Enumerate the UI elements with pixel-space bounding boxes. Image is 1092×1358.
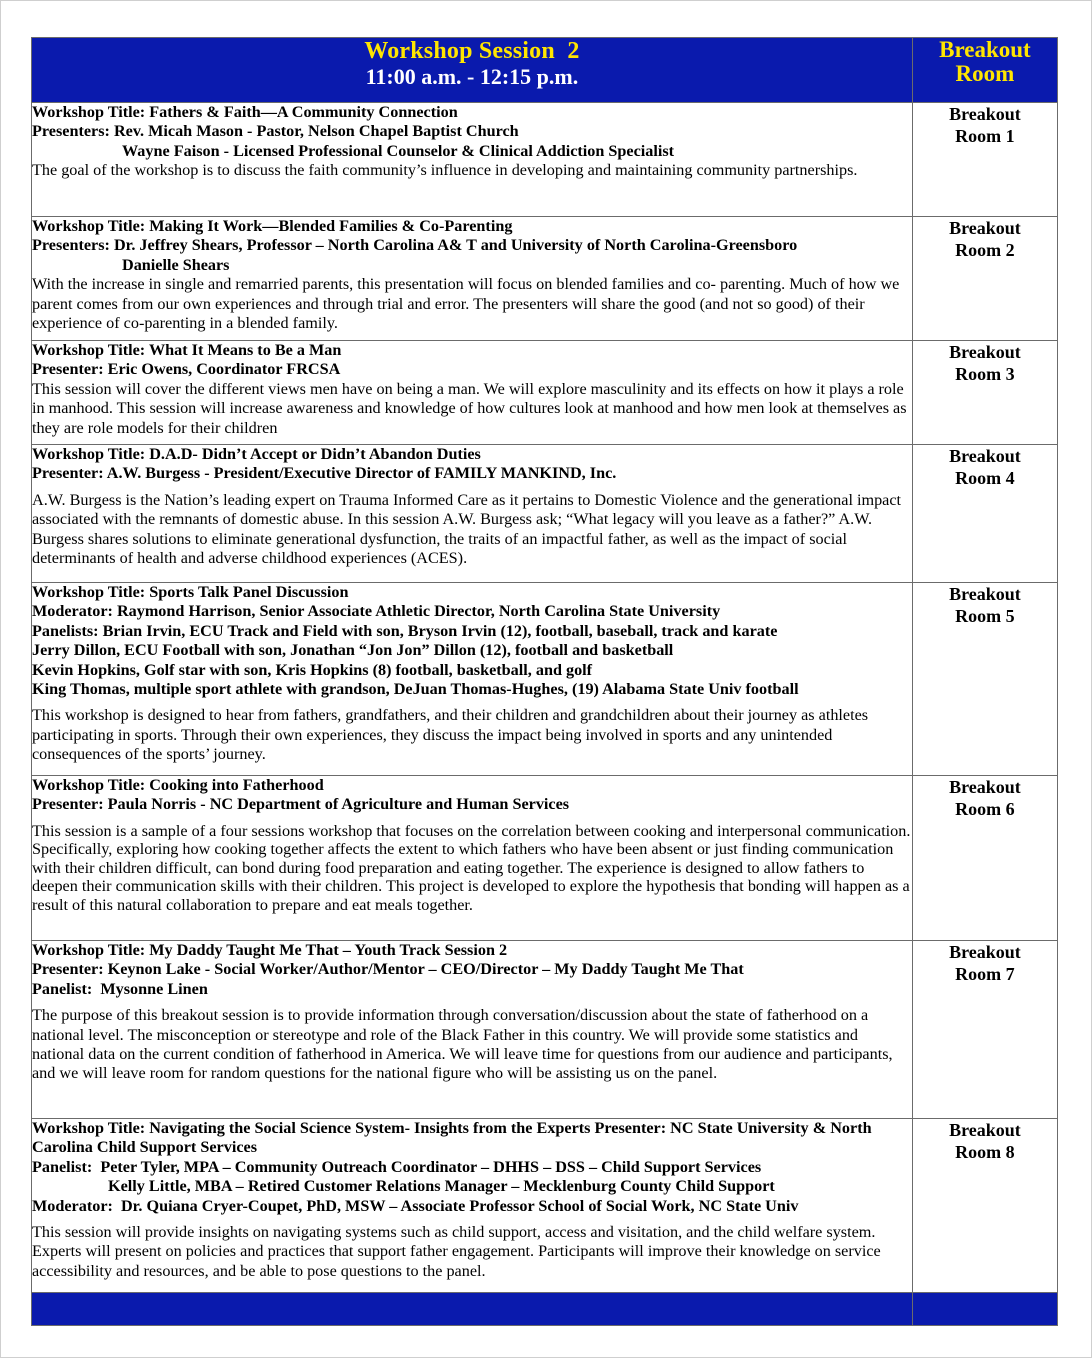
room-cell [912, 776, 1057, 941]
room-header-cell [912, 38, 1057, 103]
room-number: Room 6 [955, 799, 1015, 819]
presenter-line: Presenter: Eric Owens, Coordinator FRCSA [32, 360, 341, 379]
workshop-details [32, 103, 913, 217]
workshop-description: This session will cover the different views men have on being a man. We will explore masculinity and its effects on how it plays a role in manhood. This session will increase awareness and knowledge of how cultures look at manhood and how men look at themselves as they are role models for their children [32, 379, 907, 437]
room-column-title: Breakout Room [939, 37, 1031, 86]
table-footer-row [32, 1293, 1058, 1326]
session-title: Workshop Session 2 [364, 38, 580, 64]
workshop-title: Workshop Title: My Daddy Taught Me That – Youth Track Session 2 [32, 941, 508, 959]
workshop-row [32, 341, 1058, 445]
workshop-details [32, 583, 913, 776]
panelist-line: Panelists: Brian Irvin, ECU Track and Field with son, Bryson Irvin (12), football, baseball, track and karate [32, 621, 778, 640]
room-label: Breakout [949, 1120, 1021, 1140]
panelist-line: Jerry Dillon, ECU Football with son, Jonathan “Jon Jon” Dillon (12), football and basketball [32, 641, 674, 660]
panelist-line: King Thomas, multiple sport athlete with grandson, DeJuan Thomas-Hughes, (19) Alabama State Univ football [32, 680, 799, 699]
footer-bar-room [912, 1293, 1057, 1326]
workshop-description: The purpose of this breakout session is to provide information through conversation/discussion about the state of fatherhood on a national level. The misconception or stereotype and role of the Black Father in this country. We will provide some statistics and national data on the current condition of fatherhood in America. We will leave time for questions from our audience and participants, and we will leave room for random questions for the national figure who will be assisting us on the panel. [32, 1006, 893, 1083]
room-number: Room 4 [955, 468, 1015, 488]
room-label: Breakout [949, 777, 1021, 797]
workshop-row [32, 941, 1058, 1119]
workshop-title: Workshop Title: D.A.D- Didn’t Accept or Didn’t Abandon Duties [32, 445, 481, 463]
presenter-line: Presenter: A.W. Burgess - President/Executive Director of FAMILY MANKIND, Inc. [32, 464, 617, 483]
room-cell [912, 341, 1057, 445]
workshop-title: Workshop Title: Fathers & Faith—A Community Connection [32, 103, 458, 121]
room-number: Room 3 [955, 364, 1015, 384]
workshop-details [32, 217, 913, 341]
workshop-row [32, 445, 1058, 583]
room-label: Breakout [949, 584, 1021, 604]
room-cell [912, 583, 1057, 776]
room-number: Room 5 [955, 606, 1015, 626]
workshop-row [32, 103, 1058, 217]
table-header-row [32, 38, 1058, 103]
workshop-description: A.W. Burgess is the Nation’s leading expert on Trauma Informed Care as it pertains to Domestic Violence and the generational impact associated with the remnants of domestic abuse. In this session A.W. Burgess ask; “What legacy will you leave as a father?” A.W. Burgess shares solutions to eliminate generational dysfunction, the traits of an impactful father, as well as the impact of social determinants of health and adverse childhood experiences (ACES). [32, 490, 902, 568]
room-label: Breakout [949, 342, 1021, 362]
workshop-description: This session will provide insights on navigating systems such as child support, access and visitation, and the child welfare system. Experts will present on policies and practices that support father engagement. Participants will improve their knowledge on service accessibility and resources, and be able to pose questions to the panel. [32, 1223, 881, 1280]
panelist-line: Panelist: Mysonne Linen [32, 979, 208, 998]
workshop-title: Workshop Title: Cooking into Fatherhood [32, 776, 324, 794]
room-number: Room 7 [955, 964, 1015, 984]
workshop-details [32, 941, 913, 1119]
presenter-line: Presenters: Dr. Jeffrey Shears, Professor – North Carolina A& T and University of North Carolina-Greensboro [32, 236, 798, 255]
workshop-description: This session is a sample of a four sessions workshop that focuses on the correlation between cooking and interpersonal communication. Specifically, exploring how cooking together affects the extent to which fathers who have been absent or just finding communication with their children difficult, can bond during food preparation and eating together. The experience is designed to allow fathers to deepen their communication skills with their children. This project is developed to explore the hypothesis that bonding will happen as a result of this natural collaboration to prepare and eat meals together. [32, 821, 911, 914]
workshop-row [32, 776, 1058, 941]
room-label: Breakout [949, 446, 1021, 466]
presenter-line: Wayne Faison - Licensed Professional Counselor & Clinical Addiction Specialist [122, 141, 675, 160]
workshop-details [32, 445, 913, 583]
room-label: Breakout [949, 218, 1021, 238]
room-label: Breakout [949, 104, 1021, 124]
workshop-description: This workshop is designed to hear from fathers, grandfathers, and their children and grandchildren about their journey as athletes participating in sports. Through their own experiences, they discuss the impact being involved in sports and any unintended consequences of the sports’ journey. [32, 706, 869, 764]
session-time: 11:00 a.m. - 12:15 p.m. [365, 64, 579, 89]
workshop-details [32, 341, 913, 445]
presenter-line: Danielle Shears [122, 255, 230, 274]
workshop-description: The goal of the workshop is to discuss the faith community’s influence in developing and maintaining community partnerships. [32, 161, 858, 180]
workshop-description: With the increase in single and remarried parents, this presentation will focus on blended families and co- parenting. Much of how we parent comes from our own experiences and through trial and error. The presenters will share the good (and not so good) of their experience of co-parenting in a blended family. [32, 275, 900, 333]
room-cell [912, 1119, 1057, 1293]
workshop-details [32, 1119, 913, 1293]
presenter-line: Presenter: Paula Norris - NC Department of Agriculture and Human Services [32, 795, 570, 814]
moderator-line: Moderator: Dr. Quiana Cryer-Coupet, PhD, MSW – Associate Professor School of Social Work, NC State Univ [32, 1196, 799, 1215]
presenter-line: Presenters: Rev. Micah Mason - Pastor, Nelson Chapel Baptist Church [32, 122, 519, 141]
room-cell [912, 103, 1057, 217]
room-number: Room 1 [955, 126, 1015, 146]
workshop-title: Workshop Title: Sports Talk Panel Discussion [32, 583, 349, 601]
workshop-schedule-table [31, 37, 1058, 1326]
room-cell [912, 445, 1057, 583]
room-number: Room 2 [955, 240, 1015, 260]
workshop-details [32, 776, 913, 941]
workshop-title: Workshop Title: What It Means to Be a Man [32, 341, 342, 359]
room-cell [912, 217, 1057, 341]
workshop-row [32, 217, 1058, 341]
room-label: Breakout [949, 942, 1021, 962]
room-cell [912, 941, 1057, 1119]
room-number: Room 8 [955, 1142, 1015, 1162]
presenter-line: Presenter: Keynon Lake - Social Worker/Author/Mentor – CEO/Director – My Daddy Taught Me That [32, 960, 744, 979]
workshop-title: Workshop Title: Making It Work—Blended Families & Co-Parenting [32, 217, 513, 235]
footer-bar [32, 1293, 913, 1326]
workshop-row [32, 1119, 1058, 1293]
workshop-row [32, 583, 1058, 776]
panelist-line: Panelist: Peter Tyler, MPA – Community Outreach Coordinator – DHHS – DSS – Child Support Services [32, 1157, 762, 1176]
panelist-line: Kevin Hopkins, Golf star with son, Kris Hopkins (8) football, basketball, and golf [32, 660, 593, 679]
moderator-line: Moderator: Raymond Harrison, Senior Associate Athletic Director, North Carolina State University [32, 602, 721, 621]
session-header-cell [32, 38, 913, 103]
workshop-title: Workshop Title: Navigating the Social Science System- Insights from the Experts Presenter: NC State University & North Carolina Child Support Services [32, 1119, 872, 1157]
panelist-line: Kelly Little, MBA – Retired Customer Relations Manager – Mecklenburg County Child Support [108, 1177, 775, 1196]
